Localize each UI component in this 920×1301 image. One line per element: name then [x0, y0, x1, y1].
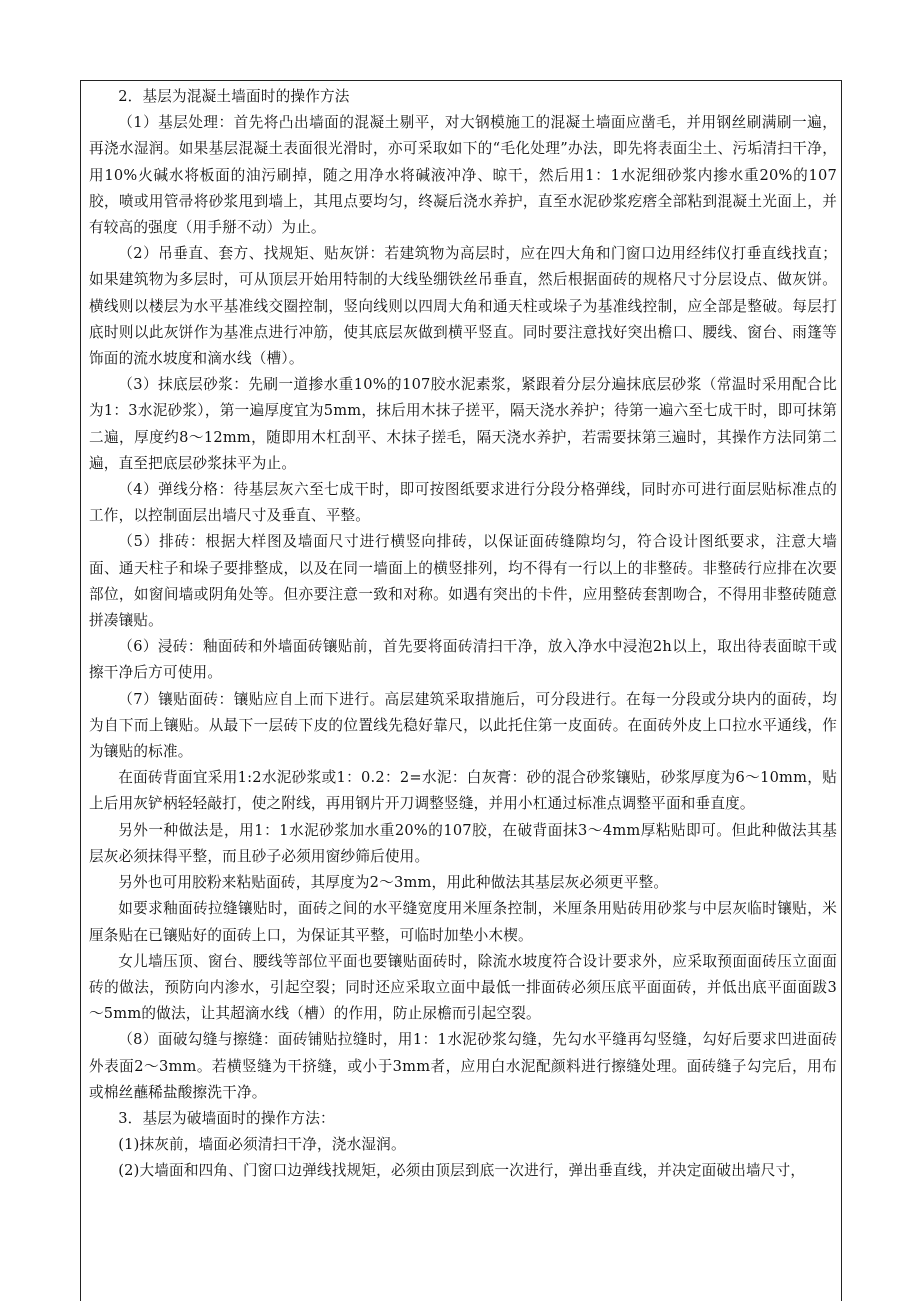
paragraph-plumb-square: （2）吊垂直、套方、找规矩、贴灰饼：若建筑物为高层时，应在四大角和门窗口边用经纬仪打垂直线找直；如果建筑物为多层时，可从顶层开始用特制的大线坠绷铁丝吊垂直，然后根据面砖的规格尺寸分层设点、做灰饼。横线则以楼层为水平基准线交圈控制，竖向线则以四周大角和通天柱或垛子为基准线控制，应全部是整破。每层打底时则以此灰饼作为基准点进行冲筋，使其底层灰做到横平竖直。同时要注意找好突出檐口、腰线、窗台、雨篷等饰面的流水坡度和滴水线（槽）。: [89, 245, 837, 368]
paragraph-line-marking: （4）弹线分格：待基层灰六至七成干时，即可按图纸要求进行分段分格弹线，同时亦可进行面层贴标准点的工作，以控制面层出墙尺寸及垂直、平整。: [89, 481, 837, 525]
paragraph-tile-soaking: （6）浸砖：釉面砖和外墙面砖镶贴前，首先要将面砖清扫干净，放入净水中浸泡2h以上，取出待表面晾干或擦干净后方可使用。: [89, 638, 837, 682]
paragraph-brick-step-2: (2)大墙面和四角、门窗口边弹线找规矩，必须由顶层到底一次进行，弹出垂直线，并决定面破出墙尺寸，: [118, 1162, 806, 1180]
paragraph-adhesive-method: 另外也可用胶粉来粘贴面砖，其厚度为2～3mm，用此种做法其基层灰必须更平整。: [118, 874, 669, 892]
paragraph-tile-setting: （7）镶贴面砖：镶贴应自上而下进行。高层建筑采取措施后，可分段进行。在每一分段或分块内的面砖，均为自下而上镶贴。从最下一层砖下皮的位置线先稳好靠尺，以此托住第一皮面砖。在面砖外皮上口拉水平通线，作为镶贴的标准。: [89, 690, 837, 761]
section-heading-concrete: 2．基层为混凝土墙面时的操作方法: [118, 88, 350, 105]
paragraph-mortar-mix: 在面砖背面宜采用1:2水泥砂浆或1：0.2：2=水泥：白灰膏：砂的混合砂浆镶贴，砂浆厚度为6～10mm，贴上后用灰铲柄轻轻敲打，使之附线，再用钢片开刀调整竖缝，并用小杠通过标准点调整平面和垂直度。: [89, 769, 837, 813]
paragraph-brick-step-1: (1)抹灰前，墙面必须清扫干净，浇水湿润。: [118, 1136, 406, 1154]
document-body: [89, 84, 837, 1185]
paragraph-base-mortar: （3）抹底层砂浆：先刷一道掺水重10%的107胶水泥素浆，紧跟着分层分遍抹底层砂浆（常温时采用配合比为1：3水泥砂浆），第一遍厚度宜为5mm，抹后用木抹子搓平，隔天浇水养护；待第一遍六至七成干时，即可抹第二遍，厚度约8～12mm，随即用木杠刮平、木抹子搓毛，隔天浇水养护，若需要抹第三遍时，其操作方法同第二遍，直至把底层砂浆抹平为止。: [89, 376, 837, 472]
section-heading-brick: 3．基层为破墙面时的操作方法：: [118, 1109, 335, 1127]
paragraph-parapet-sills: 女儿墙压顶、窗台、腰线等部位平面也要镶贴面砖时，除流水坡度符合设计要求外，应采取预面面砖压立面面砖的做法，预防向内渗水，引起空裂；同时还应采取立面中最低一排面砖必须压底平面面砖，并低出底平面面跋3～5mm的做法，让其超滴水线（槽）的作用，防止尿檐而引起空裂。: [89, 952, 837, 1023]
paragraph-tile-layout: （5）排砖：根据大样图及墙面尺寸进行横竖向排砖，以保证面砖缝隙均匀，符合设计图纸要求，注意大墙面、通天柱子和垛子要排整成，以及在同一墙面上的横竖排列，均不得有一行以上的非整砖。非整砖行应排在次要部位，如窗间墙或阴角处等。但亦要注意一致和对称。如遇有突出的卡件，应用整砖套割吻合，不得用非整砖随意拼凑镶贴。: [89, 533, 837, 630]
paragraph-base-treatment: （1）基层处理：首先将凸出墙面的混凝土剔平，对大钢模施工的混凝土墙面应凿毛，并用钢丝刷满刷一遍，再浇水湿润。如果基层混凝土表面很光滑时，亦可采取如下的“毛化处理”办法，即先将表面尘土、污垢清扫干净，用10%火碱水将板面的油污刷掉，随之用净水将碱液冲净、晾干，然后用1：1水泥细砂浆内掺水重20%的107胶，喷或用管帚将砂浆甩到墙上，其甩点要均匀，终凝后浇水养护，直至水泥砂浆疙瘩全部粘到混凝土光面上，并有较高的强度（用手掰不动）为止。: [89, 114, 837, 237]
paragraph-joint-spacing: 如要求釉面砖拉缝镶贴时，面砖之间的水平缝宽度用米厘条控制，米厘条用贴砖用砂浆与中层灰临时镶贴，米厘条贴在已镶贴好的面砖上口，为保证其平整，可临时加垫小木楔。: [89, 900, 837, 944]
paragraph-joint-pointing: （8）面破勾缝与擦缝：面砖铺贴拉缝时，用1：1水泥砂浆勾缝，先勾水平缝再勾竖缝，勾好后要求凹进面砖外表面2～3mm。若横竖缝为干挤缝，或小于3mm者，应用白水泥配颜料进行擦缝处理。面砖缝子勾完后，用布或棉丝蘸稀盐酸擦洗干净。: [89, 1031, 837, 1101]
paragraph-alt-method: 另外一种做法是，用1：1水泥砂浆加水重20%的107胶，在破背面抹3～4mm厚粘贴即可。但此种做法其基层灰必须抹得平整，而且砂子必须用窗纱筛后使用。: [89, 821, 837, 865]
